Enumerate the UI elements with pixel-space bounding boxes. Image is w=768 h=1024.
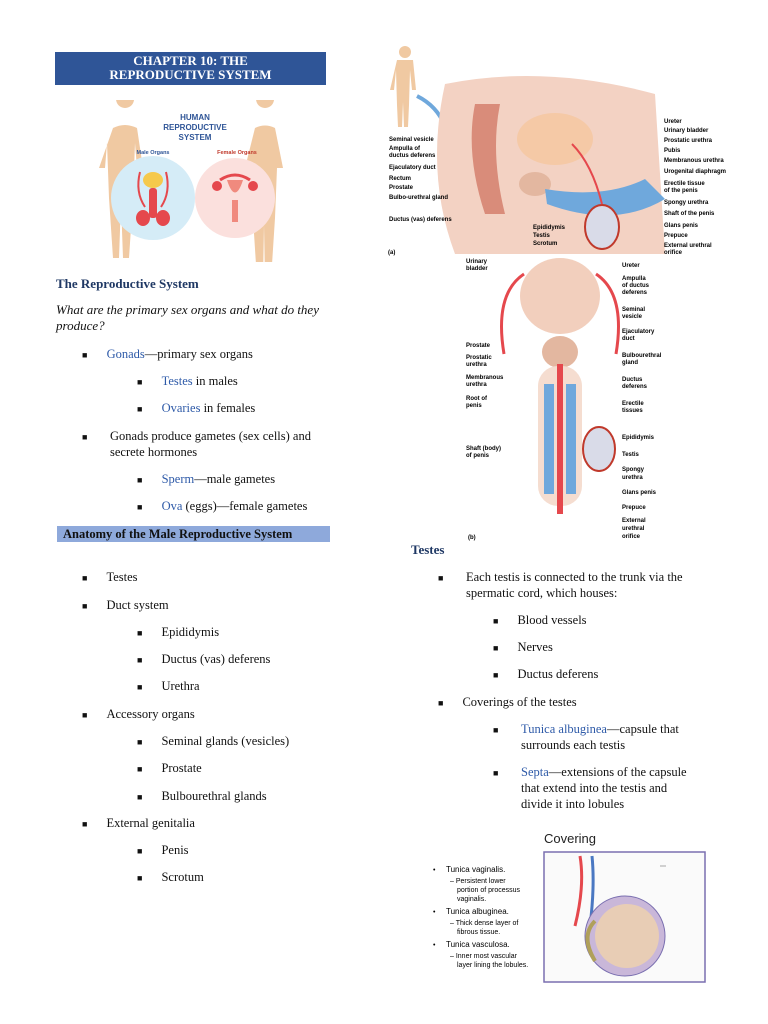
label-ejaculatory: Ejaculatory duct [389,165,436,171]
anat-urethra [137,678,200,695]
male-organs-label: Male Organs [136,150,170,156]
bullet-gonads [82,346,253,363]
note3-bullet: • [433,942,436,949]
bullet-icon: ■ [137,873,143,883]
b-label-glans: Glans penis [622,490,657,496]
anat-epididymis-text: Epididymis [161,625,220,639]
testis-shape [583,427,615,471]
blood-text: Blood vessels [517,613,587,627]
bullet-icon: ■ [493,643,499,653]
panel-b-label: (b) [468,535,476,541]
anat-accessory-text: Accessory organs [106,707,195,721]
bullet-icon: ■ [82,819,88,829]
anat-accessory [82,706,195,723]
sperm-term: Sperm [161,472,195,486]
bullet-icon: ■ [137,846,143,856]
nerves-text: Nerves [517,640,553,654]
anat-testes-text: Testes [106,570,138,584]
anat-external [82,815,195,832]
bullet-connected [438,569,443,586]
label-prepuce: Prepuce [664,233,688,239]
label-ampulla: Ampulla of [389,146,420,152]
anat-prostate [137,760,202,777]
bullet-icon: ■ [438,698,444,708]
anat-penis [137,842,189,859]
bullet-icon: ■ [82,432,88,442]
testis-inner [595,904,659,968]
ovary-left [212,181,222,191]
label-epididymis: Epididymis [533,225,566,231]
b-label-of-ductus: of ductus [622,283,649,289]
bullet-icon: ■ [493,725,499,735]
ova-desc: (eggs)—female gametes [182,499,308,513]
vagina-shape [232,200,238,222]
b-label-ampulla: Ampulla [622,276,646,282]
bullet-ovaries [137,400,255,417]
figure-title-3: SYSTEM [178,133,212,142]
chapter-title-line2: REPRODUCTIVE SYSTEM [109,67,272,82]
tunica-desc1: —capsule that [606,722,679,736]
figure-b-frontal-diagram [464,254,704,544]
anat-duct-system [82,597,169,614]
b-label-prepuce: Prepuce [622,505,646,511]
prostate-shape [542,336,578,368]
b-label-urethra: urethra [466,362,487,368]
bullet-icon: ■ [493,670,499,680]
b-label-urethra3: urethra [622,475,643,481]
b-label-urethra2: urethra [466,382,487,388]
bladder-shape [143,172,163,188]
bullet-blood [493,612,587,629]
question-text: What are the primary sex organs and what do they produce? [56,302,319,333]
bullet-nerves [493,639,553,656]
human-reproductive-system-figure [95,100,295,262]
label-rectum: Rectum [389,176,412,182]
label-bulbo: Bulbo-urethral gland [389,195,448,201]
anat-scrotum [137,869,204,886]
anat-penis-text: Penis [161,843,189,857]
erectile-right [566,384,576,494]
anat-testes [82,569,138,586]
bullet-icon: ■ [137,502,143,512]
bullet-icon: ■ [82,710,88,720]
anat-seminal-text: Seminal glands (vesicles) [161,734,290,748]
septa-term: Septa [521,765,549,779]
bullet-icon: ■ [493,616,499,626]
bullet-icon: ■ [438,573,444,583]
b-label-deferens2: deferens [622,384,648,390]
gonads-term: Gonads [106,347,145,361]
small-man-head [399,46,411,58]
bullet-icon: ■ [137,764,143,774]
b-label-root: Root of [466,396,487,402]
label-ampulla2: ductus deferens [389,153,436,159]
anat-scrotum-text: Scrotum [161,870,204,884]
erectile-left [544,384,554,494]
anat-external-text: External genitalia [106,816,195,830]
note3-sub2: layer lining the lobules. [457,962,529,969]
figure-title-2: REPRODUCTIVE [163,123,227,132]
label-prostate: Prostate [389,185,414,191]
small-man-body [390,60,416,127]
label-spongy: Spongy urethra [664,200,709,206]
bullet-testes [137,373,238,390]
b-label-shaft: Shaft (body) [466,446,501,452]
anat-bulbourethral-text: Bulbourethral glands [161,789,267,803]
note2-sub2: fibrous tissue. [457,929,501,936]
anat-ductus-text: Ductus (vas) deferens [161,652,271,666]
note3-sub1: – Inner most vascular [450,953,517,960]
label-external: External urethral [664,243,712,249]
covering-title: Covering [543,831,597,846]
b-label-deferens: deferens [622,290,648,296]
b-label-tissues: tissues [622,408,643,414]
bullet-icon: ■ [137,475,143,485]
ova-term: Ova [161,499,183,513]
anat-bulbourethral [137,788,267,805]
label-scrotum: Scrotum [533,241,558,247]
anat-prostate-text: Prostate [161,761,202,775]
penis-shape [149,188,157,218]
b-label-seminal: Seminal [622,307,646,313]
ovaries-desc: in females [200,401,256,415]
septa-desc3: divide it into lobules [521,797,625,811]
bullet-icon: ■ [137,628,143,638]
testis-shape [585,205,619,249]
ovaries-term: Ovaries [161,401,201,415]
label-testis: Testis [533,233,550,239]
b-label-membranous: Membranous [466,375,504,381]
note1-sub2: portion of processus [457,887,521,894]
label-seminal-vesicle: Seminal vesicle [389,137,434,143]
bullet-ductus [493,666,598,683]
b-label-epididymis: Epididymis [622,435,655,441]
gametes-line2: secrete hormones [110,445,198,459]
anat-urethra-text: Urethra [161,679,200,693]
b-label-ejaculatory: Ejaculatory [622,329,655,335]
urethra-shape [557,364,563,514]
label-prostatic-urethra: Prostatic urethra [664,138,713,144]
b-label-urinary: Urinary [466,259,488,265]
label-pubis: Pubis [664,148,681,154]
note2-title: Tunica albuginea. [446,907,509,916]
connected-line2: spermatic cord, which houses: [466,586,618,600]
anatomy-heading: Anatomy of the Male Reproductive System [57,526,330,542]
testis-right [156,210,170,226]
label-ureter: Ureter [664,119,682,125]
bullet-sperm [137,471,275,488]
testis-left [136,210,150,226]
b-label-spongy: Spongy [622,467,644,473]
b-label-testis: Testis [622,452,639,458]
testes-desc: in males [192,374,238,388]
b-label-vesicle: vesicle [622,314,643,320]
anat-seminal [137,733,289,750]
gonads-desc: —primary sex organs [144,347,253,361]
figure-title-1: HUMAN [180,113,210,122]
b-label-erectile: Erectile [622,401,644,407]
bullet-gametes [82,428,87,445]
label-membranous: Membranous urethra [664,158,724,164]
note2-sub1: – Thick dense layer of [450,920,519,927]
bullet-icon: ■ [493,768,499,778]
b-label-prostate: Prostate [466,343,491,349]
bullet-coverings [438,694,577,711]
note1-sub3: vaginalis. [457,896,487,903]
label-ductus: Ductus (vas) deferens [389,217,452,223]
chapter-title [55,52,326,85]
tunica-line1 [521,721,679,737]
anat-ductus [137,651,270,668]
septa-desc1: —extensions of the capsule [548,765,687,779]
testes-heading: Testes [411,542,445,557]
bullet-icon: ■ [82,350,88,360]
ductus-text: Ductus deferens [517,667,599,681]
label-urinary-bladder: Urinary bladder [664,128,709,134]
testes-term: Testes [161,374,193,388]
b-label-urethral: urethral [622,526,645,532]
b-label-orifice: orifice [622,534,641,540]
tunica-term: Tunica albuginea [521,722,607,736]
panel-a-label: (a) [388,250,396,256]
b-label-penis: penis [466,403,482,409]
bullet-tunica [493,721,498,738]
bullet-icon: ■ [137,377,143,387]
b-label-bulbourethral: Bulbourethral [622,353,662,359]
septa-line1 [521,764,687,780]
connected-line1: Each testis is connected to the trunk via the [466,570,683,584]
chapter-title-line1: CHAPTER 10: THE [133,53,248,68]
bullet-icon: ■ [137,655,143,665]
anat-epididymis [137,624,219,641]
tunica-desc2: surrounds each testis [521,738,626,752]
b-label-gland: gland [622,360,638,366]
coverings-text: Coverings of the testes [462,695,577,709]
bullet-septa [493,764,498,781]
female-organs-circle [195,158,275,238]
bullet-icon: ■ [137,404,143,414]
bullet-icon: ■ [82,573,88,583]
bullet-icon: ■ [137,682,143,692]
female-organs-label: Female Organs [217,150,257,156]
b-label-ureter: Ureter [622,263,640,269]
section-title: The Reproductive System [56,276,199,291]
figure-a-sagittal-diagram [385,44,755,258]
bullet-ova [137,498,307,515]
b-label-ductus: Ductus [622,377,643,383]
septa-desc2: that extend into the testis and [521,781,668,795]
note1-title: Tunica vaginalis. [446,865,506,874]
ovary-right [248,181,258,191]
b-label-bladder: bladder [466,266,488,272]
b-label-of-penis: of penis [466,453,490,459]
label-erectile: Erectile tissue [664,181,705,187]
label-shaft: Shaft of the penis [664,211,715,217]
b-label-duct: duct [622,336,635,342]
note1-sub1: – Persistent lower [450,878,506,885]
label-glans: Glans penis [664,223,699,229]
note1-bullet: • [433,867,436,874]
anat-duct-system-text: Duct system [106,598,169,612]
bullet-icon: ■ [137,792,143,802]
sperm-desc: —male gametes [194,472,276,486]
covering-figure [430,826,710,986]
b-label-prostatic: Prostatic [466,355,492,361]
label-orifice: orifice [664,250,683,256]
label-urogenital: Urogenital diaphragm [664,169,727,175]
label-erectile2: of the penis [664,188,698,194]
bullet-icon: ■ [82,601,88,611]
gametes-line1: Gonads produce gametes (sex cells) and [110,429,311,443]
bladder-shape [520,258,600,334]
note2-bullet: • [433,909,436,916]
b-label-external: External [622,518,646,524]
bullet-icon: ■ [137,737,143,747]
note3-title: Tunica vasculosa. [446,940,510,949]
